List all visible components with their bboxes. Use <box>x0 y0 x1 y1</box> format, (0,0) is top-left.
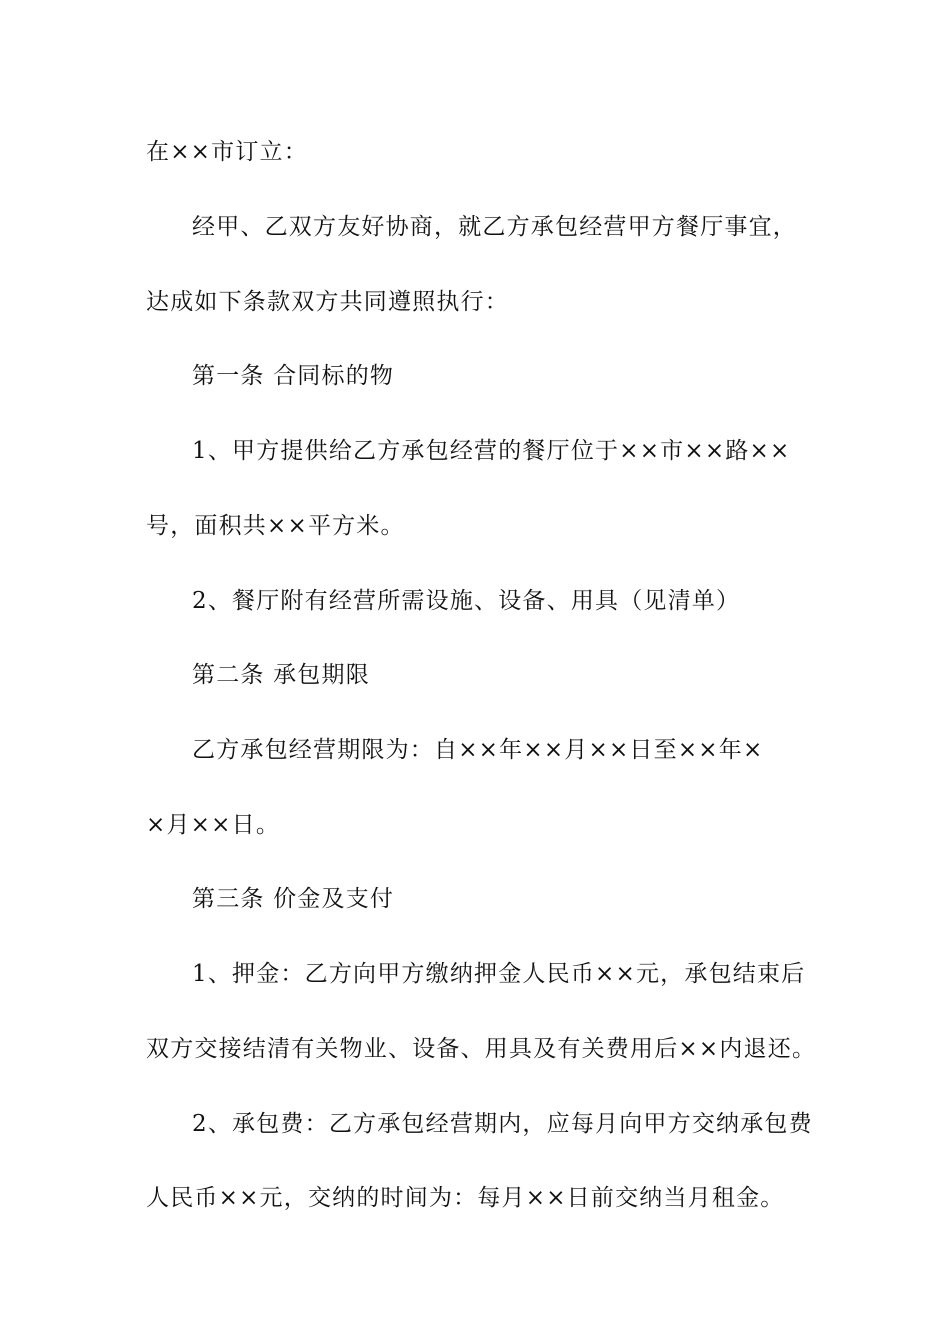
article-3-item-2-line-1: 2、承包费：乙方承包经营期内，应每月向甲方交纳承包费 <box>192 1111 813 1137</box>
text-line-signing-place: 在××市订立： <box>146 139 308 165</box>
article-2-text-line-1: 乙方承包经营期限为：自××年××月××日至××年× <box>192 737 764 763</box>
article-3-item-1-line-2: 双方交接结清有关物业、设备、用具及有关费用后××内退还。 <box>146 1036 817 1062</box>
article-3-item-2-line-2: 人民币××元，交纳的时间为：每月××日前交纳当月租金。 <box>146 1185 785 1211</box>
article-3-item-1-line-1: 1、押金：乙方向甲方缴纳押金人民币××元，承包结束后 <box>192 961 806 987</box>
text-line-preamble-2: 达成如下条款双方共同遵照执行： <box>146 289 509 315</box>
article-2-text-line-2: ×月××日。 <box>146 812 281 838</box>
article-1-item-1-line-1: 1、甲方提供给乙方承包经营的餐厅位于××市××路×× <box>192 438 791 464</box>
article-1-heading: 第一条 合同标的物 <box>192 363 395 389</box>
article-1-item-1-line-2: 号，面积共××平方米。 <box>146 513 405 539</box>
text-line-preamble-1: 经甲、乙双方友好协商，就乙方承包经营甲方餐厅事宜， <box>192 214 797 240</box>
article-2-heading: 第二条 承包期限 <box>192 662 370 688</box>
article-1-item-2: 2、餐厅附有经营所需设施、设备、用具（见清单） <box>192 588 741 614</box>
article-3-heading: 第三条 价金及支付 <box>192 886 395 912</box>
